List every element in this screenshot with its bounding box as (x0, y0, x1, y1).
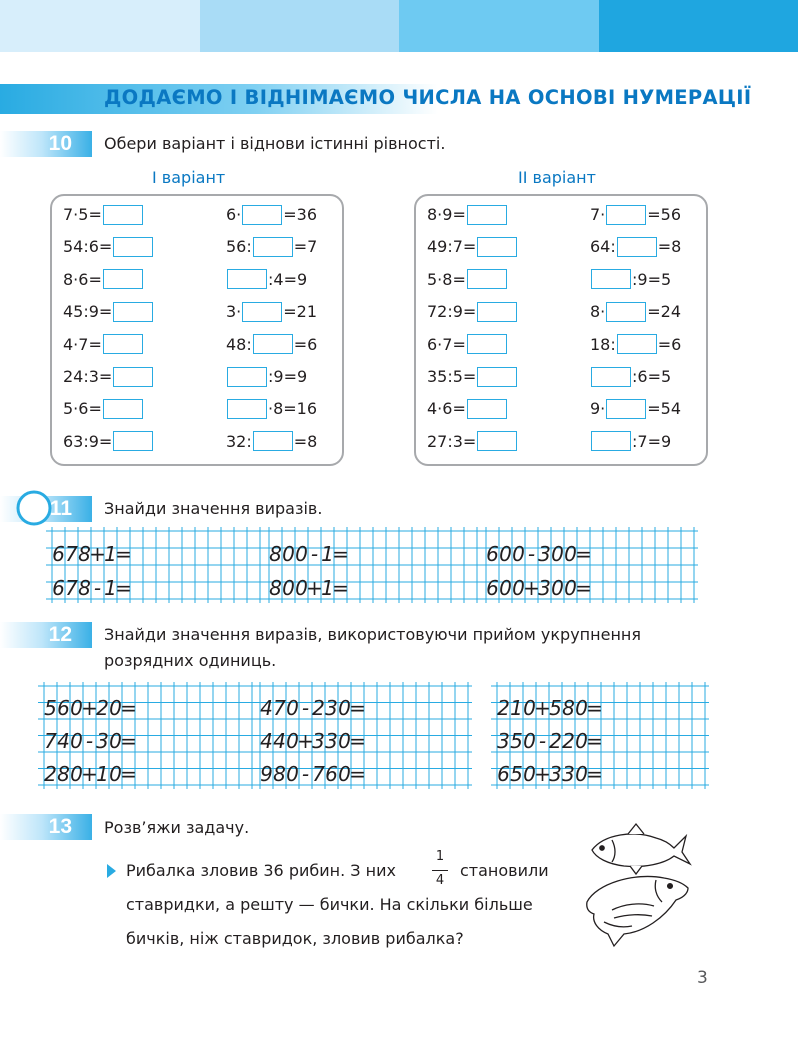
task12-1-grid (38, 682, 256, 789)
answer-box[interactable] (477, 431, 517, 451)
task12-3-expr-1-char: 0 (523, 696, 536, 720)
task11-3-expr-1-char: 0 (551, 542, 564, 566)
circle-marker-icon (14, 490, 54, 526)
task-13-label (0, 814, 92, 840)
task12-1-expr-3-char: 8 (57, 762, 70, 786)
task11-3-expr-1-char: 3 (538, 542, 551, 566)
answer-box[interactable] (477, 302, 517, 322)
page-number: 3 (697, 968, 708, 988)
variant-1-title: І варіант (152, 168, 226, 187)
task11-2-grid (263, 527, 481, 603)
task12-3-expr-2-char: 2 (562, 729, 575, 753)
equation-before: 32: (226, 431, 252, 451)
task11-2-expr-2-char: 8 (269, 576, 282, 600)
task11-3-expr-1-char: = (575, 542, 592, 566)
equation-before: 6· (226, 205, 242, 224)
equation-v1-right-3 (226, 269, 307, 291)
task12-3-grid (491, 682, 709, 789)
equation-v1-right-7 (226, 398, 317, 420)
task12-1-expr-1-char: 6 (57, 696, 70, 720)
fish-illustration-icon (584, 822, 694, 950)
task-12-text-line1 (104, 622, 710, 648)
task-11-text: Знайди значення виразів. (104, 499, 323, 518)
task12-2-expr-3-char: 8 (273, 762, 286, 786)
task-12-line1: Знайди значення виразів, використовуючи прийом укрупнення (104, 625, 641, 644)
equation-before: 8· (590, 302, 606, 322)
task12-2-expr-3-char: 9 (260, 762, 273, 786)
task12-2-expr-1-char: - (301, 696, 310, 720)
task11-2-expr-1-char: - (310, 542, 319, 566)
equation-v2-right-1 (590, 204, 681, 226)
fraction-bar (432, 870, 448, 871)
task11-1-expr-1-char: 1 (104, 542, 117, 566)
task12-2-expr-2-char: 0 (338, 729, 351, 753)
task12-1-expr-3-char: 0 (109, 762, 122, 786)
equation-v1-right-4 (226, 301, 317, 323)
task12-2-expr-3-char: 7 (312, 762, 325, 786)
equation-before: 49:7= (427, 237, 477, 257)
task-13-text: Розв’яжи задачу. (104, 818, 250, 837)
answer-box[interactable] (242, 205, 282, 225)
equation-v1-right-5 (226, 334, 317, 356)
task12-1-expr-2-char: 0 (109, 729, 122, 753)
task11-1-expr-1-char: 8 (78, 542, 91, 566)
answer-box[interactable] (591, 269, 631, 289)
task12-2-expr-2-char: 3 (325, 729, 338, 753)
task-11-grids (0, 525, 798, 605)
equation-after: :9=5 (632, 269, 672, 289)
equation-before: 45:9= (63, 302, 113, 322)
task12-1-expr-1-char: + (81, 696, 98, 720)
task11-3-expr-2-char: 0 (551, 576, 564, 600)
task12-3-expr-2-char: 3 (497, 729, 510, 753)
equation-before: 54:6= (63, 237, 113, 257)
equation-before: 5·8= (427, 269, 466, 289)
equation-v2-left-2 (427, 236, 518, 258)
answer-box[interactable] (227, 269, 267, 289)
task12-3-expr-2-char: 5 (510, 729, 523, 753)
answer-box[interactable] (103, 399, 143, 419)
equation-v1-left-3 (63, 269, 144, 291)
equation-v1-left-7 (63, 398, 144, 420)
answer-box[interactable] (113, 302, 153, 322)
answer-box[interactable] (617, 237, 657, 257)
task12-3-expr-2-char: = (586, 729, 603, 753)
answer-box[interactable] (591, 431, 631, 451)
equation-before: 27:3= (427, 431, 477, 451)
task12-3-expr-2-char: 0 (523, 729, 536, 753)
task11-2-expr-2-char: + (306, 576, 323, 600)
task12-1-expr-3-char: = (120, 762, 137, 786)
answer-box[interactable] (591, 367, 631, 387)
task11-3-expr-1-char: 0 (564, 542, 577, 566)
task12-1-expr-1-char: 0 (109, 696, 122, 720)
problem-line3: бичків, ніж ставридок, зловив рибалка? (126, 929, 464, 948)
answer-box[interactable] (467, 399, 507, 419)
task11-2-expr-1-char: 8 (269, 542, 282, 566)
task11-3-expr-1-char: 0 (499, 542, 512, 566)
equation-before: 8·6= (63, 269, 102, 289)
task12-2-expr-1-char: 4 (260, 696, 273, 720)
task12-2-expr-3-char: - (301, 762, 310, 786)
task11-1-expr-2-char: 1 (104, 576, 117, 600)
task12-1-expr-2-char: 7 (44, 729, 57, 753)
equation-after: :4=9 (268, 269, 308, 289)
task-12-grids (0, 680, 798, 790)
fraction-denominator: 4 (435, 873, 445, 888)
task11-1-expr-1-char: = (115, 542, 132, 566)
task12-3-expr-3-char: + (534, 762, 551, 786)
task11-1-expr-2-char: = (115, 576, 132, 600)
task11-1-expr-2-char: 7 (65, 576, 78, 600)
answer-box[interactable] (227, 399, 267, 419)
task-number: 10 (48, 132, 72, 155)
answer-box[interactable] (617, 334, 657, 354)
variant-1-card (50, 194, 344, 466)
equation-v2-left-8 (427, 431, 518, 453)
task11-1-expr-1-char: 7 (65, 542, 78, 566)
answer-box[interactable] (606, 399, 646, 419)
task11-2-expr-1-char: 0 (295, 542, 308, 566)
answer-box[interactable] (103, 205, 143, 225)
equation-after: :9=9 (268, 367, 308, 386)
equation-before: 48: (226, 334, 252, 354)
equation-after: =8 (293, 431, 318, 451)
equation-v1-right-2 (226, 236, 317, 258)
answer-box[interactable] (113, 431, 153, 451)
task11-2-expr-1-char: 1 (321, 542, 334, 566)
task-10-text: Обери варіант і віднови істинні рівності. (104, 134, 446, 153)
task12-3-expr-3-char: 3 (562, 762, 575, 786)
task12-3-expr-1-char: + (534, 696, 551, 720)
equation-after: =7 (293, 237, 318, 257)
equation-before: 8·9= (427, 205, 466, 224)
task12-1-expr-1-char: 5 (44, 696, 57, 720)
equation-before: 9· (590, 399, 606, 419)
task12-2-expr-1-char: 3 (325, 696, 338, 720)
task11-3-expr-2-char: 6 (486, 576, 499, 600)
task12-2-expr-2-char: = (349, 729, 366, 753)
task12-2-expr-3-char: 0 (286, 762, 299, 786)
task-12-text-line2: розрядних одиниць. (104, 651, 277, 670)
equation-v2-right-5 (590, 334, 681, 356)
task12-1-expr-3-char: 0 (70, 762, 83, 786)
equation-after: =24 (647, 302, 682, 322)
task11-2-expr-2-char: 0 (295, 576, 308, 600)
task12-1-expr-2-char: 4 (57, 729, 70, 753)
answer-box[interactable] (103, 269, 143, 289)
equation-v2-left-6 (427, 366, 518, 388)
task-number: 11 (49, 497, 72, 520)
task12-2-expr-1-char: 0 (286, 696, 299, 720)
equation-before: 7·5= (63, 205, 102, 224)
answer-box[interactable] (253, 334, 293, 354)
answer-box[interactable] (467, 205, 507, 225)
task12-3-expr-3-char: 6 (497, 762, 510, 786)
equation-v2-left-7 (427, 398, 508, 420)
task11-3-expr-2-char: 0 (512, 576, 525, 600)
equation-after: =21 (283, 302, 318, 322)
answer-box[interactable] (103, 334, 143, 354)
task12-2-expr-2-char: 0 (286, 729, 299, 753)
equation-v2-right-8 (590, 431, 671, 453)
answer-box[interactable] (113, 237, 153, 257)
task12-2-expr-2-char: 4 (273, 729, 286, 753)
task12-3-expr-3-char: 3 (549, 762, 562, 786)
task-number: 12 (48, 623, 72, 646)
task11-1-expr-2-char: - (93, 576, 102, 600)
equation-after: =56 (647, 205, 682, 224)
equation-before: 35:5= (427, 367, 477, 386)
task11-1-expr-2-char: 8 (78, 576, 91, 600)
task11-3-expr-1-char: 6 (486, 542, 499, 566)
task12-3-expr-3-char: = (586, 762, 603, 786)
equation-v2-right-6 (590, 366, 671, 388)
task12-2-expr-2-char: 3 (312, 729, 325, 753)
equation-after: =36 (283, 205, 318, 224)
task-12-label (0, 622, 92, 648)
answer-box[interactable] (253, 431, 293, 451)
task12-3-expr-3-char: 5 (510, 762, 523, 786)
task11-2-expr-2-char: = (332, 576, 349, 600)
top-color-band (0, 0, 798, 52)
equation-v2-left-5 (427, 334, 508, 356)
task12-1-expr-2-char: - (85, 729, 94, 753)
equation-v1-left-2 (63, 236, 154, 258)
equation-before: 64: (590, 237, 616, 257)
equation-v2-right-7 (590, 398, 681, 420)
task12-2-expr-3-char: 0 (338, 762, 351, 786)
equation-before: 4·6= (427, 399, 466, 419)
task12-3-expr-1-char: 0 (575, 696, 588, 720)
task12-1-expr-1-char: 2 (96, 696, 109, 720)
task-number: 13 (48, 815, 72, 838)
task11-3-grid (480, 527, 698, 603)
equation-v1-left-6 (63, 366, 154, 388)
equation-v1-left-1 (63, 204, 144, 226)
task12-2-expr-1-char: 7 (273, 696, 286, 720)
task12-1-expr-1-char: 0 (70, 696, 83, 720)
task12-2-expr-3-char: 6 (325, 762, 338, 786)
equation-before: 3· (226, 302, 242, 322)
equation-v1-left-8 (63, 431, 154, 453)
task12-1-expr-1-char: = (120, 696, 137, 720)
task11-3-expr-2-char: 0 (499, 576, 512, 600)
equation-after: :7=9 (632, 431, 672, 451)
task12-3-expr-2-char: 2 (549, 729, 562, 753)
task12-3-expr-3-char: 0 (523, 762, 536, 786)
equation-before: 5·6= (63, 399, 102, 419)
equation-v2-right-4 (590, 301, 681, 323)
answer-box[interactable] (242, 302, 282, 322)
equation-before: 6·7= (427, 334, 466, 354)
equation-before: 56: (226, 237, 252, 257)
task11-1-expr-2-char: 6 (52, 576, 65, 600)
equation-before: 24:3= (63, 367, 113, 386)
task12-1-expr-2-char: 3 (96, 729, 109, 753)
task11-2-expr-2-char: 0 (282, 576, 295, 600)
answer-box[interactable] (227, 367, 267, 387)
task11-2-expr-1-char: 0 (282, 542, 295, 566)
equation-v2-left-1 (427, 204, 508, 226)
equation-v1-right-8 (226, 431, 317, 453)
task11-2-expr-1-char: = (332, 542, 349, 566)
equation-v1-right-1 (226, 204, 317, 226)
equation-v2-left-4 (427, 301, 518, 323)
equation-after: :6=5 (632, 367, 672, 386)
task11-3-expr-1-char: - (527, 542, 536, 566)
task-10-label (0, 131, 92, 157)
answer-box[interactable] (253, 237, 293, 257)
answer-box[interactable] (606, 205, 646, 225)
equation-after: =54 (647, 399, 682, 419)
task12-2-grid (254, 682, 472, 789)
equation-v1-left-4 (63, 301, 154, 323)
task12-1-expr-2-char: 0 (70, 729, 83, 753)
bullet-arrow-icon (107, 864, 116, 878)
task12-3-expr-1-char: 1 (510, 696, 523, 720)
answer-box[interactable] (113, 367, 153, 387)
problem-line1-part1: Рибалка зловив 36 рибин. З них (126, 861, 396, 880)
equation-v1-left-5 (63, 334, 144, 356)
task11-1-expr-1-char: 6 (52, 542, 65, 566)
problem-line1-part2: становили (460, 861, 549, 880)
task12-2-expr-2-char: 4 (260, 729, 273, 753)
task12-1-expr-2-char: = (120, 729, 137, 753)
variant-2-card (414, 194, 708, 466)
answer-box[interactable] (606, 302, 646, 322)
equation-before: 18: (590, 334, 616, 354)
variant-2-title: ІІ варіант (518, 168, 596, 187)
task12-1-expr-3-char: 1 (96, 762, 109, 786)
equation-before: 72:9= (427, 302, 477, 322)
equation-after: ·8=16 (268, 399, 318, 419)
task12-3-expr-1-char: 2 (497, 696, 510, 720)
task12-2-expr-3-char: = (349, 762, 366, 786)
task12-1-expr-3-char: + (81, 762, 98, 786)
equation-before: 7· (590, 205, 606, 224)
equation-v2-right-2 (590, 236, 681, 258)
task12-1-expr-3-char: 2 (44, 762, 57, 786)
equation-before: 63:9= (63, 431, 113, 451)
answer-box[interactable] (477, 367, 517, 387)
task11-3-expr-2-char: 0 (564, 576, 577, 600)
task12-2-expr-1-char: = (349, 696, 366, 720)
answer-box[interactable] (467, 269, 507, 289)
task11-3-expr-1-char: 0 (512, 542, 525, 566)
section-title: ДОДАЄМО І ВІДНІМАЄМО ЧИСЛА НА ОСНОВІ НУМЕРАЦІЇ (104, 86, 752, 109)
equation-v2-left-3 (427, 269, 508, 291)
task11-1-grid (46, 527, 264, 603)
equation-after: =6 (657, 334, 682, 354)
task11-1-expr-1-char: + (89, 542, 106, 566)
fraction-numerator: 1 (435, 849, 445, 864)
task11-3-expr-2-char: + (523, 576, 540, 600)
task12-3-expr-1-char: 8 (562, 696, 575, 720)
equation-after: =6 (293, 334, 318, 354)
equation-after: =8 (657, 237, 682, 257)
task11-3-expr-2-char: = (575, 576, 592, 600)
problem-line2: ставридки, а решту — бички. На скільки більше (126, 895, 533, 914)
equation-v2-right-3 (590, 269, 671, 291)
task11-2-expr-2-char: 1 (321, 576, 334, 600)
task12-2-expr-2-char: + (297, 729, 314, 753)
answer-box[interactable] (467, 334, 507, 354)
task12-3-expr-2-char: 0 (575, 729, 588, 753)
equation-v1-right-6 (226, 366, 307, 388)
answer-box[interactable] (477, 237, 517, 257)
task12-3-expr-2-char: - (538, 729, 547, 753)
task12-3-expr-1-char: = (586, 696, 603, 720)
task12-3-expr-3-char: 0 (575, 762, 588, 786)
task12-3-expr-1-char: 5 (549, 696, 562, 720)
equation-before: 4·7= (63, 334, 102, 354)
task12-2-expr-1-char: 2 (312, 696, 325, 720)
task11-3-expr-2-char: 3 (538, 576, 551, 600)
task12-2-expr-1-char: 0 (338, 696, 351, 720)
